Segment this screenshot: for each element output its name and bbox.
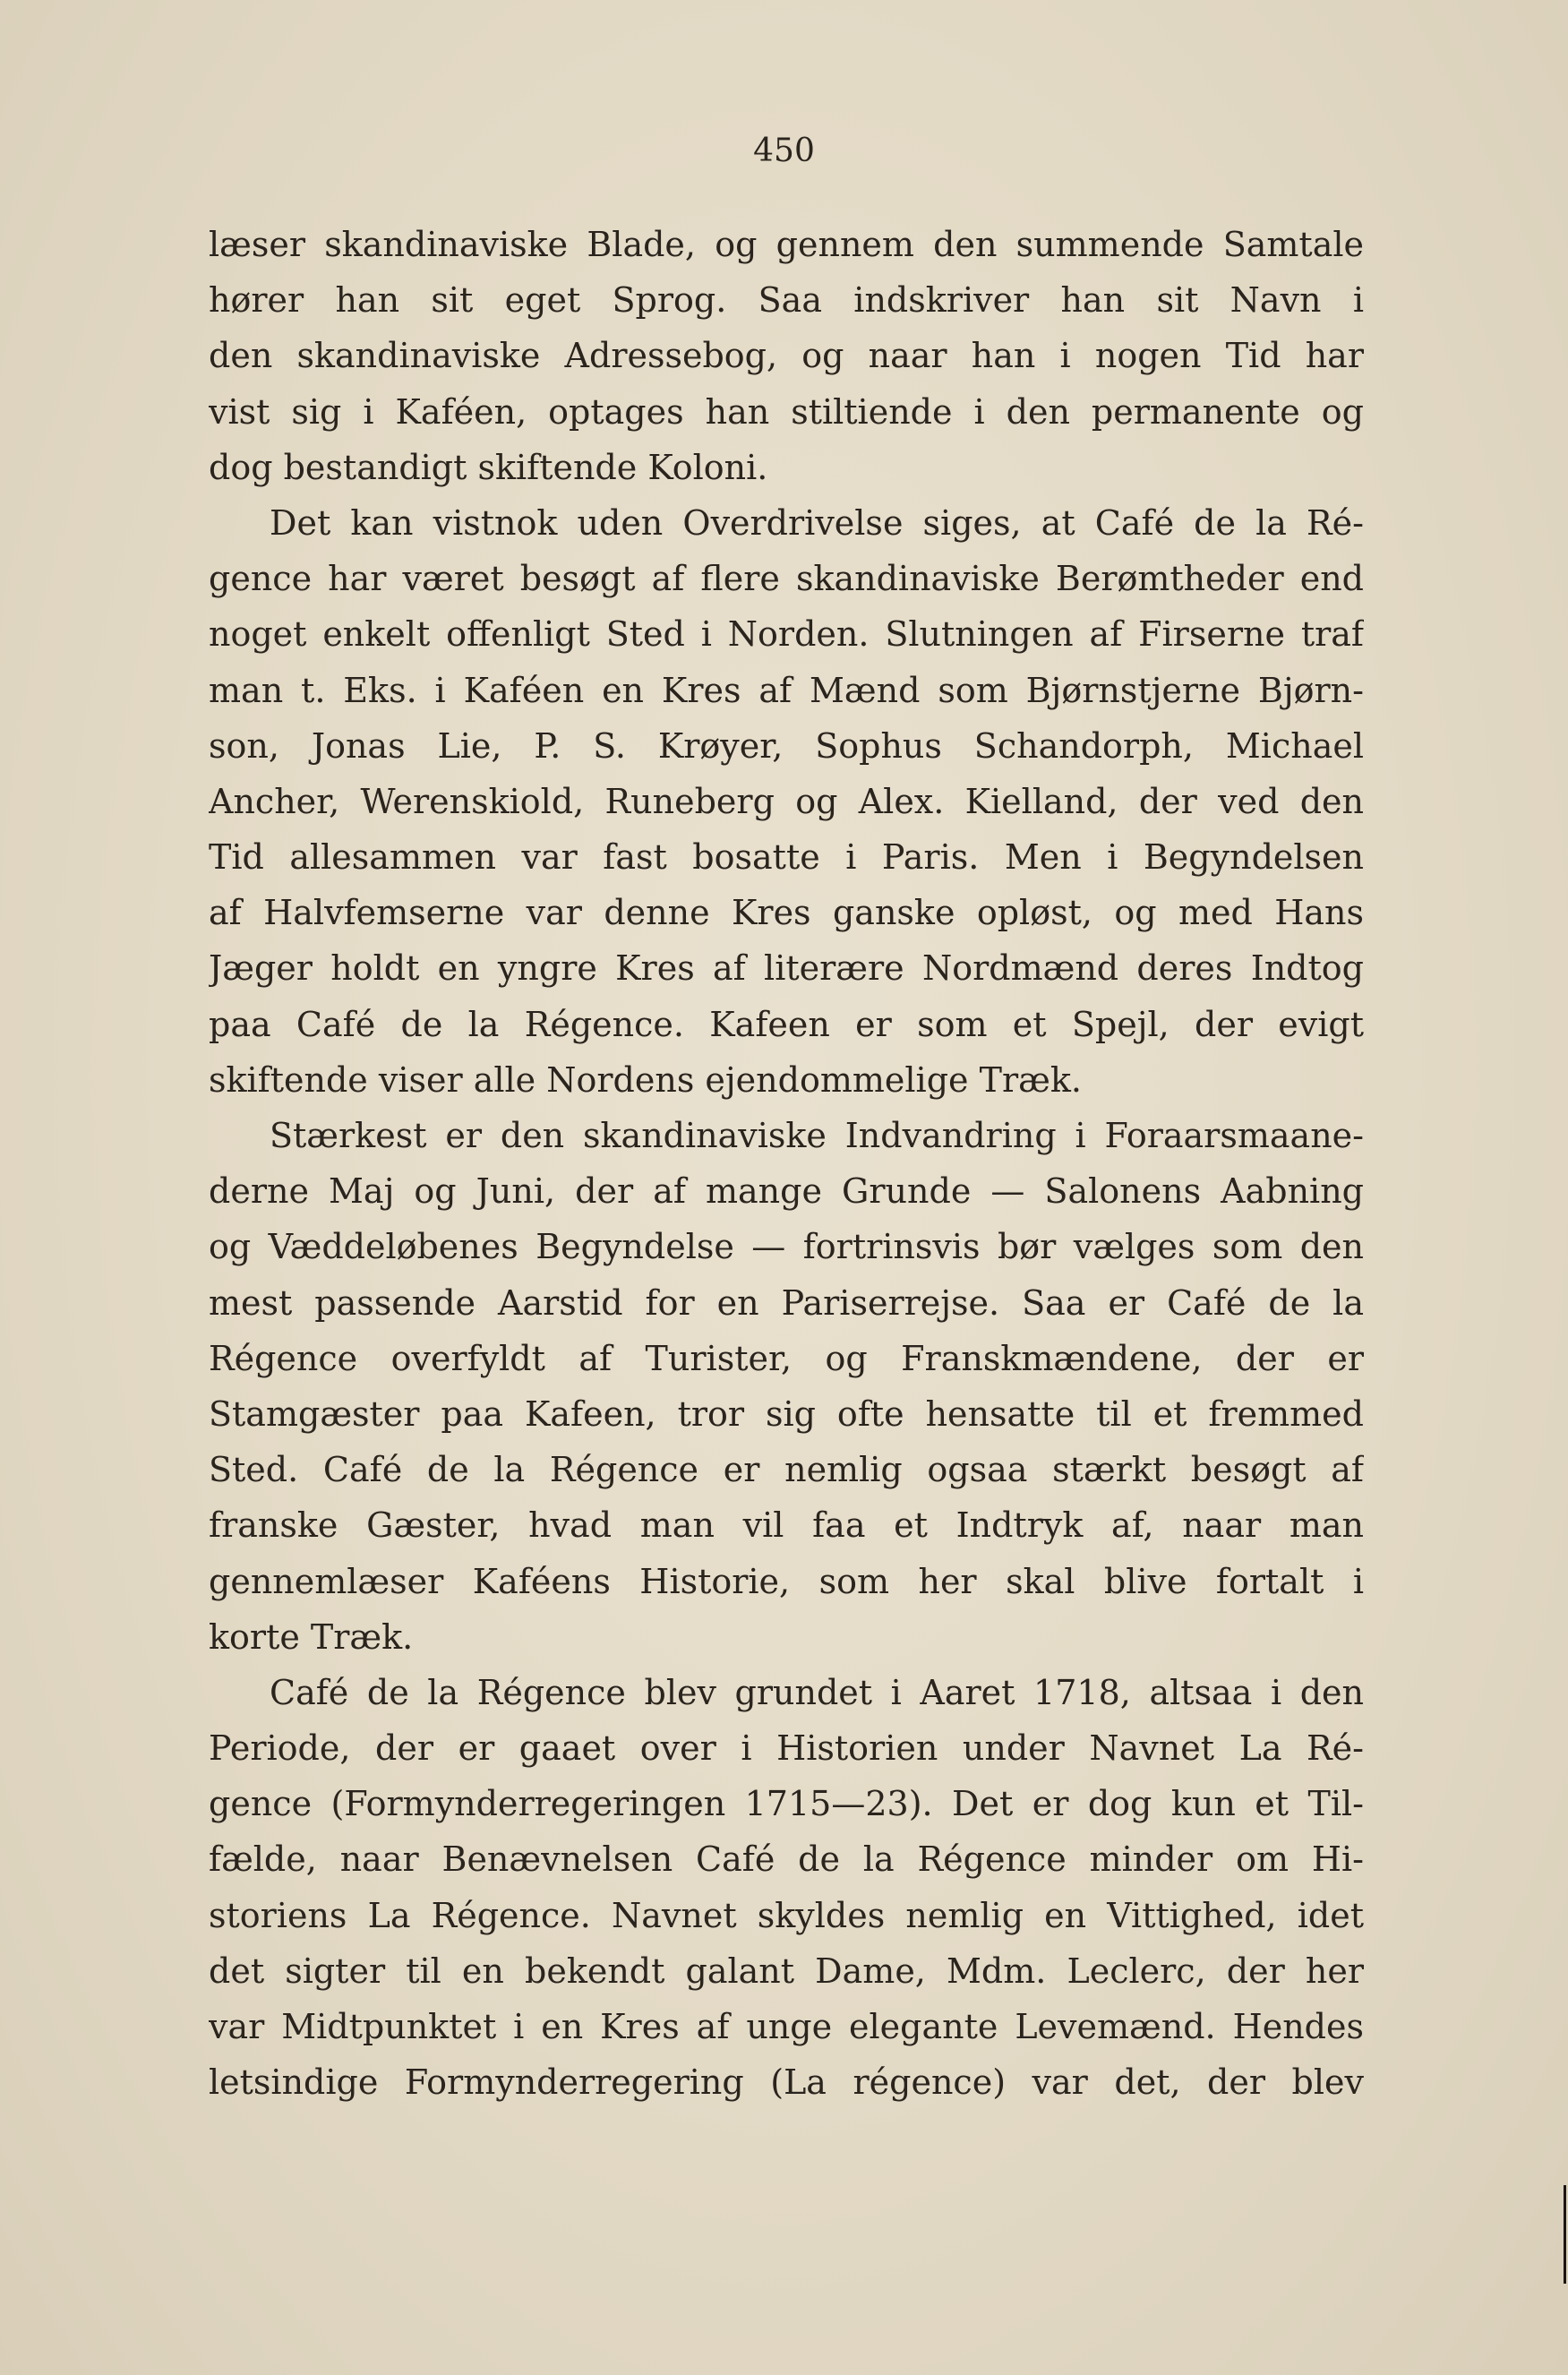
text-line: Tid allesammen var fast bosatte i Paris. Men i Begyndelsen — [209, 837, 1364, 878]
text-line: det sigter til en bekendt galant Dame, Mdm. Leclerc, der her — [209, 1951, 1364, 1991]
text-line: Ancher, Werenskiold, Runeberg og Alex. Kielland, der ved den — [209, 781, 1364, 821]
text-line: fælde, naar Benævnelsen Café de la Régence minder om Hi- — [209, 1839, 1364, 1880]
body-text — [209, 217, 1364, 2110]
page-edge-mark — [1564, 2185, 1566, 2284]
text-line: gence har været besøgt af flere skandinaviske Berømtheder end — [209, 559, 1364, 599]
text-line: dog bestandigt skiftende Koloni. — [209, 447, 768, 487]
text-line: vist sig i Kaféen, optages han stiltiende i den permanente og — [209, 391, 1364, 432]
text-line: Jæger holdt en yngre Kres af literære Nordmænd deres Indtog — [209, 948, 1364, 989]
text-line: Sted. Café de la Régence er nemlig ogsaa stærkt besøgt af — [209, 1450, 1364, 1490]
text-line: noget enkelt offenligt Sted i Norden. Slutningen af Firserne traf — [209, 614, 1364, 655]
text-line: son, Jonas Lie, P. S. Krøyer, Sophus Schandorph, Michael — [209, 725, 1364, 766]
text-line: Régence overfyldt af Turister, og Franskmændene, der er — [209, 1338, 1364, 1378]
text-line: læser skandinaviske Blade, og gennem den summende Samtale — [209, 225, 1364, 264]
text-line: hører han sit eget Sprog. Saa indskriver han sit Navn i — [209, 280, 1364, 321]
text-line: letsindige Formynderregering (La régence) var det, der blev — [209, 2062, 1364, 2103]
text-line: Det kan vistnok uden Overdrivelse siges, at Café de la Ré- — [270, 502, 1364, 543]
text-line: paa Café de la Régence. Kafeen er som et Spejl, der evigt — [209, 1004, 1364, 1044]
text-line: Stamgæster paa Kafeen, tror sig ofte hensatte til et fremmed — [209, 1393, 1364, 1434]
text-line: skiftende viser alle Nordens ejendommelige Træk. — [209, 1059, 1082, 1100]
text-line: den skandinaviske Adressebog, og naar han i nogen Tid har — [209, 336, 1364, 376]
text-line: mest passende Aarstid for en Pariserrejse. Saa er Café de la — [209, 1282, 1364, 1323]
text-line: var Midtpunktet i en Kres af unge elegante Levemænd. Hendes — [209, 2007, 1364, 2046]
text-line: derne Maj og Juni, der af mange Grunde — Salonens Aabning — [209, 1171, 1364, 1212]
text-line: gennemlæser Kaféens Historie, som her skal blive fortalt i — [209, 1561, 1364, 1601]
text-line: Stærkest er den skandinaviske Indvandring i Foraarsmaane- — [270, 1116, 1364, 1155]
text-line: man t. Eks. i Kaféen en Kres af Mænd som Bjørnstjerne Bjørn- — [209, 670, 1364, 710]
page-number: 450 — [753, 133, 815, 169]
text-line: gence (Formynderregeringen 1715—23). Det er dog kun et Til- — [209, 1784, 1364, 1824]
text-line: storiens La Régence. Navnet skyldes nemlig en Vittighed, idet — [209, 1895, 1364, 1935]
text-line: korte Træk. — [209, 1616, 414, 1657]
text-line: franske Gæster, hvad man vil faa et Indtryk af, naar man — [209, 1505, 1364, 1546]
text-line: Periode, der er gaaet over i Historien under Navnet La Ré- — [209, 1728, 1364, 1769]
text-line: og Væddeløbenes Begyndelse — fortrinsvis bør vælges som den — [209, 1227, 1364, 1267]
text-line: af Halvfemserne var denne Kres ganske opløst, og med Hans — [209, 893, 1364, 933]
text-line: Café de la Régence blev grundet i Aaret 1718, altsaa i den — [270, 1672, 1364, 1712]
